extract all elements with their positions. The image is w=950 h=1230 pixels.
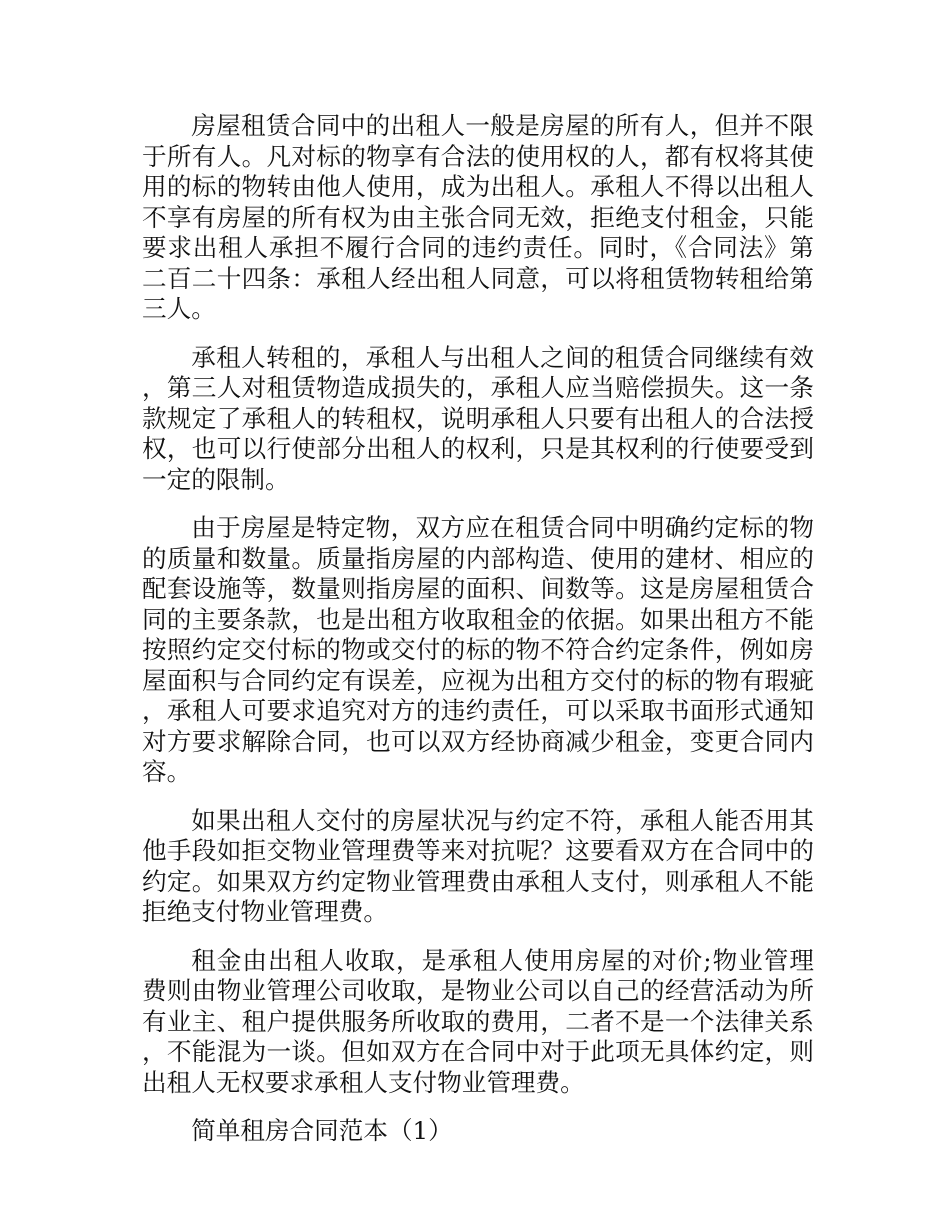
document-body [142, 111, 814, 1165]
paragraph-sublease: 承租人转租的，承租人与出租人之间的租赁合同继续有效，第三人对租赁物造成损失的，承租人应当赔偿损失。这一条款规定了承租人的转租权，说明承租人只要有出租人的合法授权，也可以行使部分出租人的权利，只是其权利的行使要受到一定的限制。 [142, 342, 814, 494]
section-heading-contract-sample: 简单租房合同范本（1） [191, 1116, 453, 1145]
paragraph-rent-vs-fee: 租金由出租人收取，是承租人使用房屋的对价;物业管理费则由物业管理公司收取，是物业公司以自己的经营活动为所有业主、租户提供服务所收取的费用，二者不是一个法律关系，不能混为一谈。但如双方在合同中对于此项无具体约定，则出租人无权要求承租人支付物业管理费。 [142, 945, 814, 1097]
paragraph-property-fee-defense: 如果出租人交付的房屋状况与约定不符，承租人能否用其他手段如拒交物业管理费等来对抗呢？这要看双方在合同中的约定。如果双方约定物业管理费由承租人支付，则承租人不能拒绝支付物业管理费。 [142, 805, 814, 926]
paragraph-quality-quantity: 由于房屋是特定物，双方应在租赁合同中明确约定标的物的质量和数量。质量指房屋的内部构造、使用的建材、相应的配套设施等，数量则指房屋的面积、间数等。这是房屋租赁合同的主要条款，也是出租方收取租金的依据。如果出租方不能按照约定交付标的物或交付的标的物不符合约定条件，例如房屋面积与合同约定有误差，应视为出租方交付的标的物有瑕疵，承租人可要求追究对方的违约责任，可以采取书面形式通知对方要求解除合同，也可以双方经协商减少租金，变更合同内容。 [142, 513, 814, 786]
paragraph-lessor-ownership: 房屋租赁合同中的出租人一般是房屋的所有人，但并不限于所有人。凡对标的物享有合法的使用权的人，都有权将其使用的标的物转由他人使用，成为出租人。承租人不得以出租人不享有房屋的所有权为由主张合同无效，拒绝支付租金，只能要求出租人承担不履行合同的违约责任。同时，《合同法》第二百二十四条：承租人经出租人同意，可以将租赁物转租给第三人。 [142, 111, 814, 323]
